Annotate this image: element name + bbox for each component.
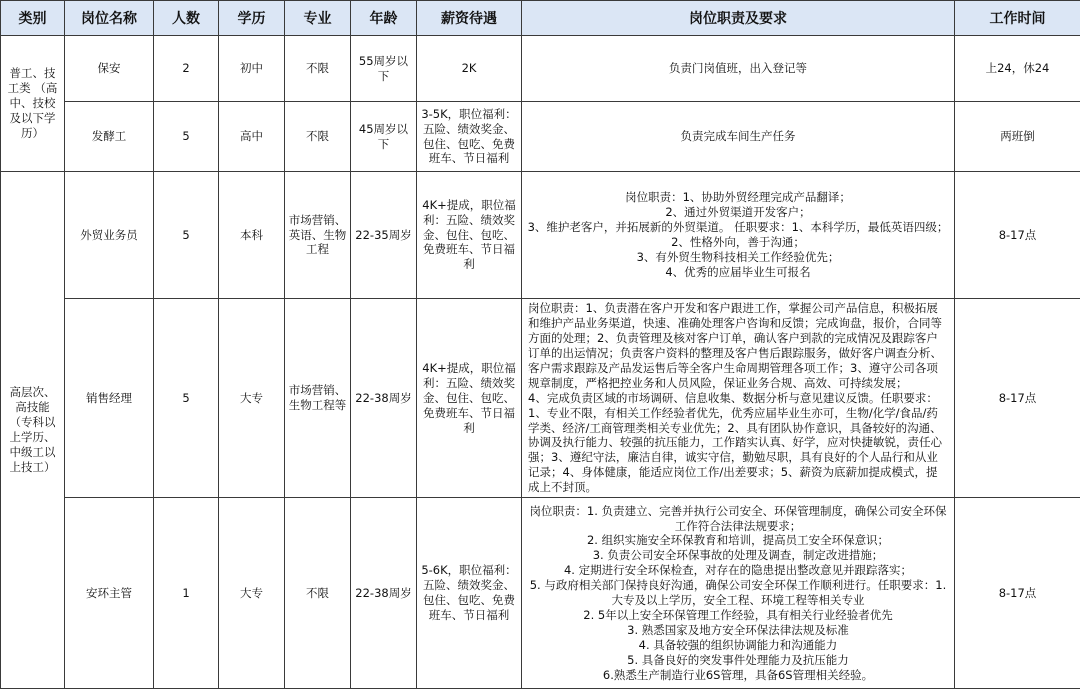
category-cell: 高层次、高技能 （专科以上学历、中级工以上技工）	[1, 172, 65, 689]
salary-cell: 4K+提成，职位福利：五险、绩效奖金、包住、包吃、免费班车、节日福利	[417, 299, 522, 498]
education-cell: 大专	[219, 299, 285, 498]
header-age: 年龄	[351, 1, 417, 36]
position-cell: 销售经理	[65, 299, 154, 498]
duty-line: 3. 负责公司安全环保事故的处理及调查，制定改进措施；	[525, 548, 951, 563]
header-hours: 工作时间	[955, 1, 1080, 36]
duty-line: 4、优秀的应届毕业生可报名	[525, 265, 951, 280]
major-cell: 市场营销、生物工程等	[285, 299, 351, 498]
header-salary: 薪资待遇	[417, 1, 522, 36]
major-cell: 不限	[285, 498, 351, 689]
education-cell: 初中	[219, 36, 285, 102]
duty-line: 5. 与政府相关部门保持良好沟通，确保公司安全环保工作顺利进行。任职要求：1. 大专及以上学历，安全工程、环境工程等相关专业	[525, 578, 951, 608]
position-cell: 发酵工	[65, 102, 154, 172]
category-cell: 普工、技工类 （高中、技校及以下学历）	[1, 36, 65, 172]
duty-line: 岗位职责：1、协助外贸经理完成产品翻译；	[525, 190, 951, 205]
salary-cell: 5-6K，职位福利：五险、绩效奖金、包住、包吃、免费班车、节日福利	[417, 498, 522, 689]
header-count: 人数	[154, 1, 219, 36]
count-cell: 5	[154, 102, 219, 172]
major-cell: 不限	[285, 36, 351, 102]
duty-line: 6.熟悉生产制造行业6S管理，具备6S管理相关经验。	[525, 668, 951, 683]
major-cell: 不限	[285, 102, 351, 172]
salary-cell: 3-5K，职位福利：五险、绩效奖金、包住、包吃、免费班车、节日福利	[417, 102, 522, 172]
age-cell: 22-35周岁	[351, 172, 417, 299]
hours-cell: 8-17点	[955, 299, 1080, 498]
duty-line: 3. 熟悉国家及地方安全环保法律法规及标准	[525, 623, 951, 638]
duties-cell	[522, 172, 955, 299]
duties-cell	[522, 498, 955, 689]
hours-cell: 8-17点	[955, 172, 1080, 299]
duty-line: 2. 5年以上安全环保管理工作经验，具有相关行业经验者优先	[525, 608, 951, 623]
position-cell: 保安	[65, 36, 154, 102]
major-cell: 市场营销、英语、生物工程	[285, 172, 351, 299]
duty-line: 2、通过外贸渠道开发客户；	[525, 205, 951, 220]
duty-line: 3、有外贸生物科技相关工作经验优先；	[525, 250, 951, 265]
duty-line: 4. 定期进行安全环保检查，对存在的隐患提出整改意见并跟踪落实；	[525, 563, 951, 578]
count-cell: 5	[154, 172, 219, 299]
duty-line: 2. 组织实施安全环保教育和培训，提高员工安全环保意识；	[525, 533, 951, 548]
duties-cell	[522, 36, 955, 102]
hours-cell: 8-17点	[955, 498, 1080, 689]
education-cell: 本科	[219, 172, 285, 299]
count-cell: 2	[154, 36, 219, 102]
education-cell: 大专	[219, 498, 285, 689]
position-cell: 安环主管	[65, 498, 154, 689]
duty-line: 4. 具备较强的组织协调能力和沟通能力	[525, 638, 951, 653]
header-education: 学历	[219, 1, 285, 36]
duties-cell	[522, 102, 955, 172]
education-cell: 高中	[219, 102, 285, 172]
salary-cell: 4K+提成，职位福利：五险、绩效奖金、包住、包吃、免费班车、节日福利	[417, 172, 522, 299]
table-row	[1, 498, 1080, 689]
duty-line: 2、性格外向，善于沟通；	[525, 235, 951, 250]
duty-line: 负责完成车间生产任务	[525, 129, 951, 144]
table-row	[1, 36, 1080, 102]
duty-line: 岗位职责：1. 负责建立、完善并执行公司安全、环保管理制度，确保公司安全环保工作符合法律法规要求；	[525, 504, 951, 534]
count-cell: 1	[154, 498, 219, 689]
table-row	[1, 102, 1080, 172]
position-cell: 外贸业务员	[65, 172, 154, 299]
hours-cell: 上24，休24	[955, 36, 1080, 102]
header-row	[1, 1, 1080, 36]
duty-line: 5. 具备良好的突发事件处理能力及抗压能力	[525, 653, 951, 668]
header-major: 专业	[285, 1, 351, 36]
age-cell: 55周岁以下	[351, 36, 417, 102]
table-row	[1, 172, 1080, 299]
age-cell: 22-38周岁	[351, 299, 417, 498]
header-duties: 岗位职责及要求	[522, 1, 955, 36]
header-category: 类别	[1, 1, 65, 36]
duty-line: 3、维护老客户，并拓展新的外贸渠道。 任职要求：1、本科学历，最低英语四级；	[525, 220, 951, 235]
table-row	[1, 299, 1080, 498]
duty-line: 负责门岗值班，出入登记等	[525, 61, 951, 76]
hours-cell: 两班倒	[955, 102, 1080, 172]
duty-line: 4、完成负责区域的市场调研、信息收集、数据分析与意见建议反馈。任职要求：1、专业不限，有相关工作经验者优先，优秀应届毕业生亦可，生物/化学/食品/药学类、经济/工商管理类相关专业优先；2、具有团队协作意识，具备较好的沟通、协调及执行能力、较强的抗压能力，工作踏实认真、好学，应对快捷敏锐，责任心强；3、遵纪守法，廉洁自律，诚实守信，勤勉尽职，具有良好的个人品行和从业记录；4、身体健康，能适应岗位工作/出差要求；5、薪资为底薪加提成模式，提成上不封顶。	[528, 391, 948, 496]
salary-cell: 2K	[417, 36, 522, 102]
age-cell: 45周岁以下	[351, 102, 417, 172]
header-position: 岗位名称	[65, 1, 154, 36]
age-cell: 22-38周岁	[351, 498, 417, 689]
count-cell: 5	[154, 299, 219, 498]
duty-line: 岗位职责：1、负责潜在客户开发和客户跟进工作，掌握公司产品信息，积极拓展和维护产品业务渠道，快速、准确处理客户咨询和反馈；完成询盘，报价，合同等方面的处理；2、负责管理及核对客户订单，确认客户到款的完成情况及跟踪客户订单的出运情况；负责客户资料的整理及客户售后跟踪服务，做好客户调查分析、客户需求跟踪及产品发运售后等全客户生命周期管理各项工作；3、遵守公司各项规章制度，严格把控业务和人员风险，保证业务合规、高效、可持续发展；	[528, 301, 948, 391]
duties-cell	[522, 299, 955, 498]
